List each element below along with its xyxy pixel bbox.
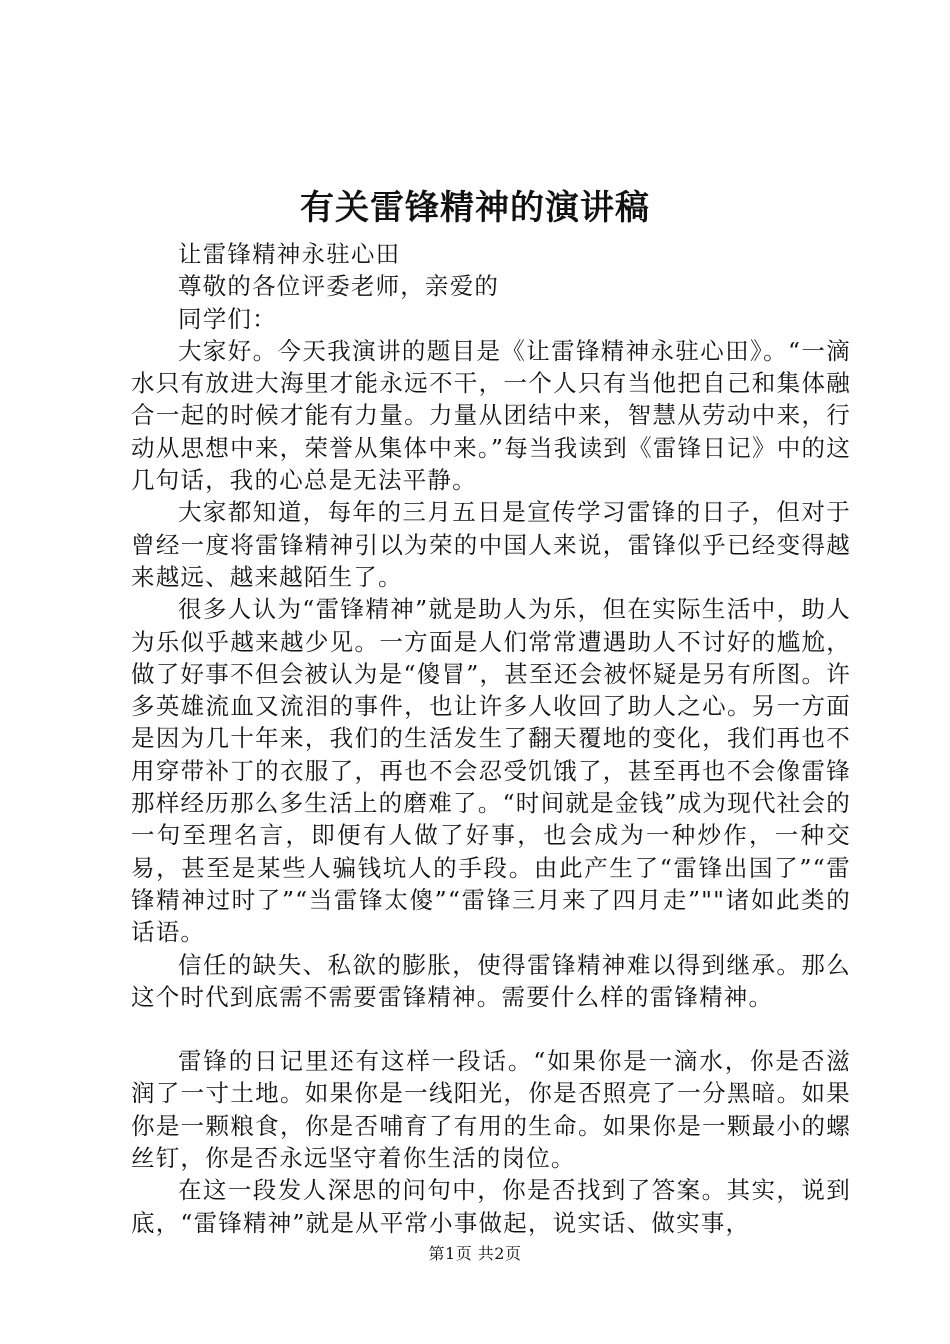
paragraph-answer: 在这一段发人深思的问句中，你是否找到了答案。其实，说到底，“雷锋精神”就是从平常小事做起，说实话、做实事，	[131, 1176, 851, 1237]
paragraph-trust: 信任的缺失、私欲的膨胀，使得雷锋精神难以得到继承。那么这个时代到底需不需要雷锋精神。需要什么样的雷锋精神。	[131, 950, 851, 1011]
document-body	[131, 238, 851, 1239]
speech-subtitle: 让雷锋精神永驻心田	[178, 240, 401, 268]
paragraph-march-fifth: 大家都知道，每年的三月五日是宣传学习雷锋的日子，但对于曾经一度将雷锋精神引以为荣的中国人来说，雷锋似乎已经变得越来越远、越来越陌生了。	[131, 498, 851, 591]
salutation-line-2: 同学们：	[178, 304, 277, 333]
paragraph-diary-quote: 雷锋的日记里还有这样一段话。“如果你是一滴水，你是否滋润了一寸土地。如果你是一线阳光，你是否照亮了一分黑暗。如果你是一颗粮食，你是否哺育了有用的生命。如果你是一颗最小的螺丝钉，你是否永远坚守着你生活的岗位。	[131, 1047, 851, 1173]
paragraph-opening: 大家好。今天我演讲的题目是《让雷锋精神永驻心田》。“一滴水只有放进大海里才能永远不干，一个人只有当他把自己和集体融合一起的时候才能有力量。力量从团结中来，智慧从劳动中来，行动从思想中来，荣誉从集体中来。”每当我读到《雷锋日记》中的这几句话，我的心总是无法平静。	[131, 336, 851, 495]
salutation-line-1: 尊敬的各位评委老师，亲爱的	[178, 272, 500, 301]
document-title: 有关雷锋精神的演讲稿	[300, 188, 650, 228]
paragraph-helping-others: 很多人认为“雷锋精神”就是助人为乐，但在实际生活中，助人为乐似乎越来越少见。一方面是人们常常遭遇助人不讨好的尴尬，做了好事不但会被认为是“傻冒”，甚至还会被怀疑是另有所图。许多英雄流血又流泪的事件，也让许多人收回了助人之心。另一方面是因为几十年来，我们的生活发生了翻天覆地的变化，我们再也不用穿带补丁的衣服了，再也不会忍受饥饿了，甚至再也不会像雷锋那样经历那么多生活上的磨难了。“时间就是金钱”成为现代社会的一句至理名言，即便有人做了好事，也会成为一种炒作，一种交易，甚至是某些人骗钱坑人的手段。由此产生了“雷锋出国了”“雷锋精神过时了”“当雷锋太傻”“雷锋三月来了四月走”""诸如此类的话语。	[131, 595, 851, 947]
page-footer: 第1页 共2页	[428, 1244, 522, 1263]
